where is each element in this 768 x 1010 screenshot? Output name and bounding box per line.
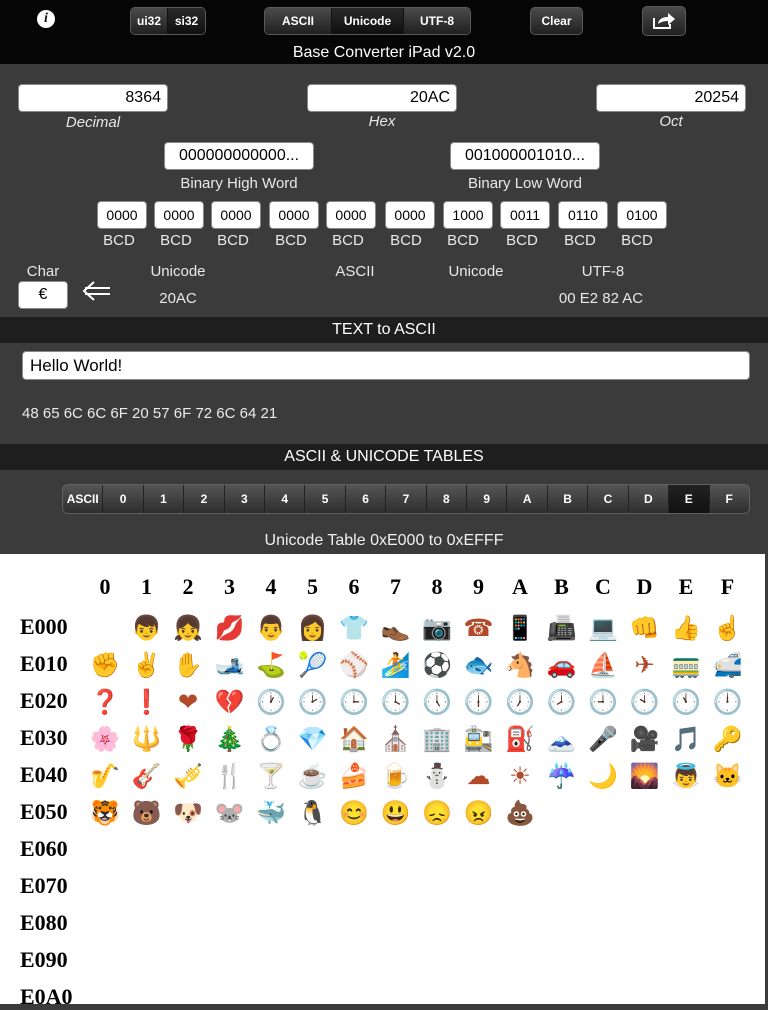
tab-1[interactable]: 1: [144, 485, 184, 513]
table-cell[interactable]: 🎄: [214, 726, 245, 753]
app-title: Base Converter iPad v2.0: [292, 44, 476, 61]
table-col-header: D: [636, 574, 653, 599]
table-cell[interactable]: 👕: [339, 615, 369, 642]
table-cell[interactable]: 🕒: [339, 689, 369, 716]
info-icon[interactable]: i: [37, 10, 55, 28]
table-cell[interactable]: 🎺: [173, 763, 203, 790]
bcd-label: BCD: [332, 232, 364, 249]
bcd-label: BCD: [506, 232, 538, 249]
tab-a[interactable]: A: [507, 485, 547, 513]
clear-button[interactable]: Clear: [530, 7, 583, 35]
table-col-header: C: [595, 574, 611, 599]
tab-ascii[interactable]: ASCII: [63, 485, 103, 513]
bcd-field-5[interactable]: 0000: [385, 201, 435, 229]
table-row-header: E030: [20, 725, 68, 750]
table-cell[interactable]: 🎾: [297, 652, 328, 679]
ascii-label: ASCII: [335, 263, 375, 280]
table-cell[interactable]: ☕: [297, 763, 328, 790]
text-to-ascii-header: TEXT to ASCII: [0, 317, 768, 343]
table-cell[interactable]: 👨: [256, 615, 286, 642]
char-field[interactable]: €: [18, 281, 68, 309]
table-cell[interactable]: ✌: [131, 652, 162, 679]
table-row-header: E040: [20, 762, 68, 787]
oct-label: Oct: [659, 113, 683, 130]
table-cell[interactable]: 🎷: [90, 763, 120, 790]
int-mode-segmented: [130, 7, 206, 35]
encoding-unicode[interactable]: Unicode: [332, 8, 404, 34]
table-cell[interactable]: ⛵: [588, 652, 618, 679]
table-col-header: F: [720, 574, 735, 599]
table-col-header: 8: [431, 574, 443, 599]
table-cell[interactable]: ⛪: [380, 726, 411, 753]
table-cell[interactable]: 🕚: [671, 689, 701, 716]
table-cell[interactable]: ❤: [177, 689, 199, 716]
table-caption: Unicode Table 0xE000 to 0xEFFF: [264, 532, 504, 549]
bcd-field-8[interactable]: 0110: [558, 201, 608, 229]
table-cell[interactable]: 😞: [422, 800, 452, 827]
encoding-ascii[interactable]: ASCII: [265, 8, 332, 34]
table-col-header: 9: [473, 574, 484, 599]
tab-d[interactable]: D: [629, 485, 669, 513]
table-cell[interactable]: 🕕: [463, 689, 494, 716]
table-cell[interactable]: 🔱: [131, 726, 162, 753]
table-col-header: 7: [390, 574, 401, 599]
tables-header: ASCII & UNICODE TABLES: [0, 444, 768, 470]
table-row-header: E060: [20, 836, 68, 861]
bcd-label: BCD: [447, 232, 479, 249]
table-cell[interactable]: 🌸: [90, 726, 120, 753]
binary-low-label: Binary Low Word: [468, 175, 582, 192]
table-cell[interactable]: ⚽: [422, 652, 452, 679]
table-col-header: E: [678, 574, 694, 599]
bcd-field-1[interactable]: 0000: [154, 201, 204, 229]
table-cell[interactable]: ✈: [634, 652, 655, 679]
tab-b[interactable]: B: [548, 485, 588, 513]
tab-8[interactable]: 8: [427, 485, 467, 513]
table-cell[interactable]: 🕗: [546, 689, 577, 716]
table-cell[interactable]: 😃: [380, 800, 411, 827]
tab-f[interactable]: F: [710, 485, 749, 513]
table-cell[interactable]: ❓: [90, 689, 120, 716]
table-cell[interactable]: 👍: [671, 615, 701, 642]
table-col-header: 5: [307, 574, 318, 599]
table-cell[interactable]: 🎵: [671, 726, 701, 753]
table-cell[interactable]: 🚉: [463, 726, 494, 753]
table-cell[interactable]: 🍸: [256, 763, 286, 790]
tab-9[interactable]: 9: [467, 485, 507, 513]
tab-5[interactable]: 5: [305, 485, 345, 513]
text-input[interactable]: Hello World!: [22, 351, 750, 380]
bcd-label: BCD: [275, 232, 307, 249]
table-cell[interactable]: 🐱: [712, 763, 743, 790]
table-cell[interactable]: ☀: [509, 763, 531, 790]
table-cell[interactable]: 🐳: [256, 800, 286, 827]
table-cell[interactable]: 🌄: [629, 763, 660, 790]
bcd-field-4[interactable]: 0000: [326, 201, 376, 229]
table-cell[interactable]: 🕓: [380, 689, 411, 716]
table-cell[interactable]: 🗻: [546, 726, 577, 753]
tab-6[interactable]: 6: [346, 485, 386, 513]
table-cell[interactable]: 👼: [671, 763, 701, 790]
bcd-field-7[interactable]: 0011: [500, 201, 550, 229]
hex-label: Hex: [368, 113, 396, 130]
table-row-header: E020: [20, 688, 68, 713]
table-cell[interactable]: 💔: [214, 689, 245, 716]
utf8-label: UTF-8: [581, 263, 625, 280]
table-col-header: 3: [224, 574, 235, 599]
encoding-utf8[interactable]: UTF-8: [404, 8, 470, 34]
table-tabs: [62, 484, 750, 514]
table-cell[interactable]: ☝: [712, 615, 743, 642]
table-col-header: 1: [141, 574, 152, 599]
table-cell[interactable]: 🕛: [712, 689, 743, 716]
table-col-header: 6: [348, 574, 360, 599]
table-row-header: E090: [20, 947, 68, 972]
bcd-field-6[interactable]: 1000: [443, 201, 493, 229]
table-cell[interactable]: 🕙: [629, 689, 660, 716]
table-cell[interactable]: ☁: [466, 763, 491, 790]
table-cell[interactable]: 🌹: [173, 726, 203, 753]
table-cell[interactable]: 📱: [505, 615, 535, 642]
bcd-label: BCD: [103, 232, 135, 249]
table-cell[interactable]: 📠: [546, 615, 577, 642]
table-col-header: 2: [182, 574, 194, 599]
table-cell[interactable]: 🍺: [380, 763, 411, 790]
tab-c[interactable]: C: [588, 485, 628, 513]
tab-2[interactable]: 2: [184, 485, 224, 513]
encoding-segmented: [264, 7, 471, 35]
left-arrow-icon: [82, 280, 112, 307]
bcd-field-0[interactable]: 0000: [97, 201, 147, 229]
top-toolbar: [0, 0, 768, 64]
table-cell[interactable]: 💻: [588, 615, 618, 642]
table-cell[interactable]: ⛄: [422, 763, 452, 790]
table-col-header: 0: [99, 574, 111, 599]
decimal-field[interactable]: 8364: [18, 84, 168, 112]
table-cell[interactable]: 🐭: [214, 800, 245, 827]
binary-high-label: Binary High Word: [180, 175, 298, 192]
char-label: Char: [26, 263, 60, 280]
table-cell[interactable]: 🏄: [380, 652, 411, 679]
table-cell[interactable]: 📷: [422, 615, 452, 642]
table-cell[interactable]: 🕘: [588, 689, 618, 716]
table-cell[interactable]: 👦: [131, 615, 162, 642]
table-cell[interactable]: 🔑: [712, 726, 743, 753]
table-cell[interactable]: ✊: [90, 652, 120, 679]
oct-field[interactable]: 20254: [596, 84, 746, 112]
table-col-header: A: [512, 574, 528, 599]
table-cell[interactable]: ☎: [463, 615, 494, 642]
bcd-label: BCD: [160, 232, 192, 249]
table-cell[interactable]: ✋: [173, 652, 203, 679]
table-cell[interactable]: ❗: [131, 689, 162, 716]
table-cell[interactable]: ☔: [546, 763, 577, 790]
table-cell[interactable]: ⛽: [505, 726, 535, 753]
table-cell[interactable]: 🐶: [173, 800, 203, 827]
table-cell[interactable]: 🐧: [297, 800, 328, 827]
tab-4[interactable]: 4: [265, 485, 305, 513]
unicode-label-2: Unicode: [448, 263, 504, 280]
utf8-value: 00 E2 82 AC: [558, 290, 644, 307]
table-cell[interactable]: 🕑: [297, 689, 328, 716]
table-cell[interactable]: 😊: [339, 800, 369, 827]
table-cell[interactable]: 👧: [173, 615, 203, 642]
share-button[interactable]: [642, 6, 686, 36]
table-cell[interactable]: 🎤: [588, 726, 618, 753]
bcd-field-9[interactable]: 0100: [617, 201, 667, 229]
table-row-header: E050: [20, 799, 68, 824]
bcd-label: BCD: [564, 232, 596, 249]
hex-field[interactable]: 20AC: [307, 84, 457, 112]
table-cell[interactable]: 🐯: [90, 800, 120, 827]
bcd-label: BCD: [390, 232, 422, 249]
unicode-label-1: Unicode: [150, 263, 206, 280]
table-cell[interactable]: 🐴: [505, 652, 535, 679]
tab-0[interactable]: 0: [103, 485, 143, 513]
table-row-header: E070: [20, 873, 68, 898]
bcd-field-2[interactable]: 0000: [211, 201, 261, 229]
table-col-header: B: [554, 574, 569, 599]
tab-3[interactable]: 3: [225, 485, 265, 513]
table-cell[interactable]: 💎: [297, 726, 328, 753]
table-cell[interactable]: 🕔: [422, 689, 452, 716]
bcd-label: BCD: [217, 232, 249, 249]
table-cell[interactable]: 🎥: [629, 726, 660, 753]
table-cell[interactable]: 🕖: [505, 689, 535, 716]
table-cell[interactable]: 👊: [629, 615, 660, 642]
table-cell[interactable]: 💍: [256, 726, 286, 753]
table-cell[interactable]: 🚃: [671, 652, 701, 679]
tab-7[interactable]: 7: [386, 485, 426, 513]
binary-high-field[interactable]: 000000000000...: [164, 142, 314, 170]
table-cell[interactable]: ⚾: [339, 652, 369, 679]
table-cell[interactable]: ⛳: [256, 652, 286, 679]
table-cell[interactable]: 👩: [297, 615, 328, 642]
table-cell[interactable]: 🎸: [131, 763, 162, 790]
table-cell[interactable]: 🕐: [256, 689, 286, 716]
tab-e[interactable]: E: [669, 485, 709, 513]
int-mode-si32[interactable]: si32: [168, 8, 205, 34]
ascii-output: 48 65 6C 6C 6F 20 57 6F 72 6C 64 21: [22, 405, 278, 422]
bcd-field-3[interactable]: 0000: [269, 201, 319, 229]
table-cell[interactable]: 🍰: [339, 763, 369, 790]
decimal-label: Decimal: [65, 114, 121, 131]
table-cell[interactable]: 🏢: [422, 726, 452, 753]
table-cell[interactable]: 🐻: [131, 800, 162, 827]
table-cell[interactable]: 🍴: [214, 763, 245, 790]
table-cell[interactable]: 🏠: [339, 726, 369, 753]
table-cell[interactable]: 🌙: [588, 763, 618, 790]
table-row-header: E000: [20, 614, 68, 639]
binary-low-field[interactable]: 001000001010...: [450, 142, 600, 170]
table-cell[interactable]: 🚅: [712, 652, 743, 679]
table-col-header: 4: [265, 574, 277, 599]
share-icon: [652, 12, 676, 30]
table-cell[interactable]: 🎿: [214, 652, 245, 679]
table-row-header: E010: [20, 651, 68, 676]
unicode-value-1: 20AC: [159, 290, 197, 307]
int-mode-ui32[interactable]: ui32: [131, 8, 168, 34]
table-cell[interactable]: 🚗: [546, 652, 577, 679]
table-cell[interactable]: 👞: [380, 615, 411, 642]
bcd-label: BCD: [621, 232, 653, 249]
table-cell[interactable]: 😠: [463, 800, 494, 827]
table-cell[interactable]: 💋: [214, 615, 245, 642]
table-cell[interactable]: 🐟: [463, 652, 494, 679]
table-row-header: E080: [20, 910, 68, 935]
table-cell[interactable]: 💩: [505, 800, 535, 827]
table-row-header: E0A0: [20, 984, 73, 1009]
